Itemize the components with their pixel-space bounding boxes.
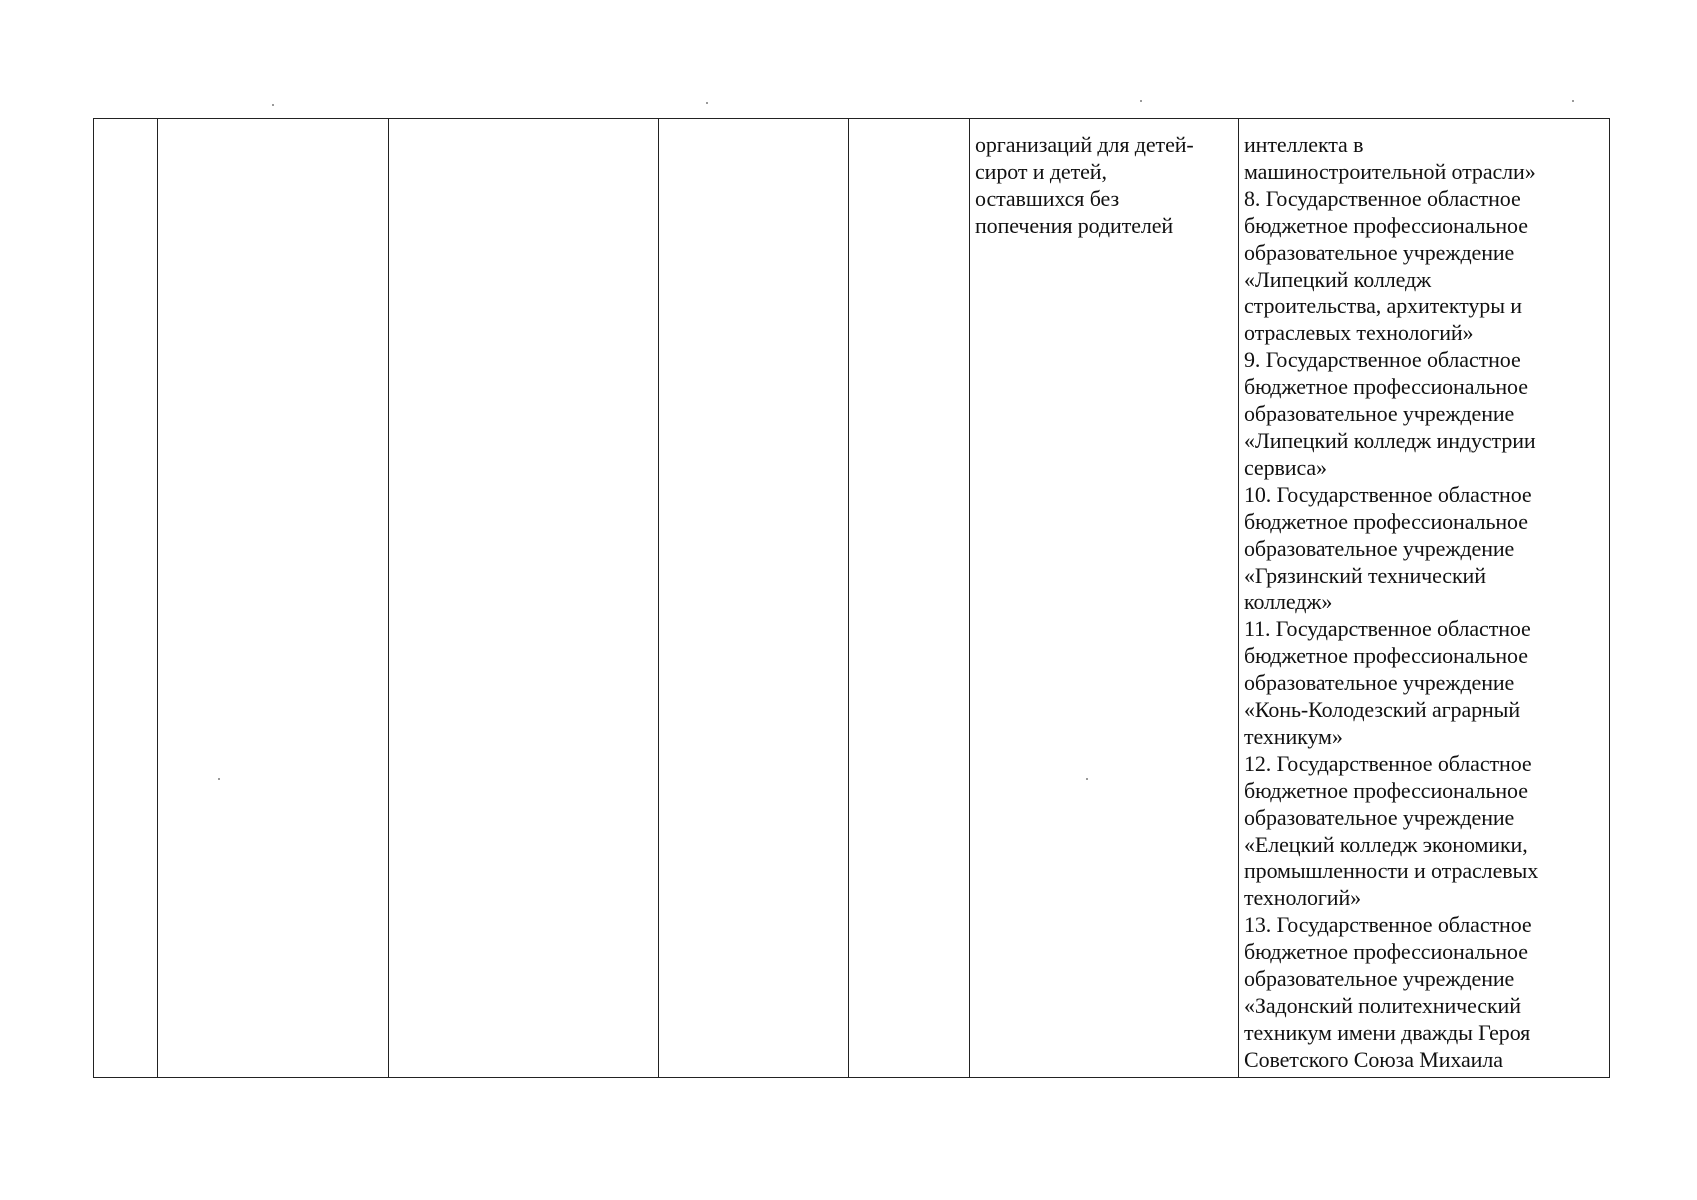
scan-artifact-dot xyxy=(1572,100,1574,102)
document-table xyxy=(93,118,1610,1078)
table-cell-column-2 xyxy=(158,119,389,1078)
table-row xyxy=(94,119,1610,1078)
scan-artifact-dot xyxy=(272,104,274,106)
table-cell-column-4 xyxy=(659,119,849,1078)
table-cell-number xyxy=(94,119,158,1078)
table-cell-column-5 xyxy=(849,119,970,1078)
scan-artifact-dot xyxy=(1140,100,1142,102)
scan-artifact-dot xyxy=(706,102,708,104)
table-cell-column-6: организаций для детей- сирот и детей, оставшихся без попечения родителей xyxy=(970,119,1239,1078)
table-cell-column-3 xyxy=(389,119,659,1078)
table-cell-column-7: интеллекта в машиностроительной отрасли» 8. Государственное областное бюджетное профессиональное образовательное учреждение «Липецкий колледж строительства, архитектуры и отраслевых технологий» 9. Государственное областное бюджетное профессиональное образовательное учреждение «Липецкий колледж индустрии сервиса» 10. Государственное областное бюджетное профессиональное образовательное учреждение «Грязинский технический колледж» 11. Государственное областное бюджетное профессиональное образовательное учреждение «Конь-Колодезский аграрный техникум» 12. Государственное областное бюджетное профессиональное образовательное учреждение «Елецкий колледж экономики, промышленности и отраслевых технологий» 13. Государственное областное бюджетное профессиональное образовательное учреждение «Задонский политехнический техникум имени дважды Героя Советского Союза Михаила xyxy=(1239,119,1610,1078)
